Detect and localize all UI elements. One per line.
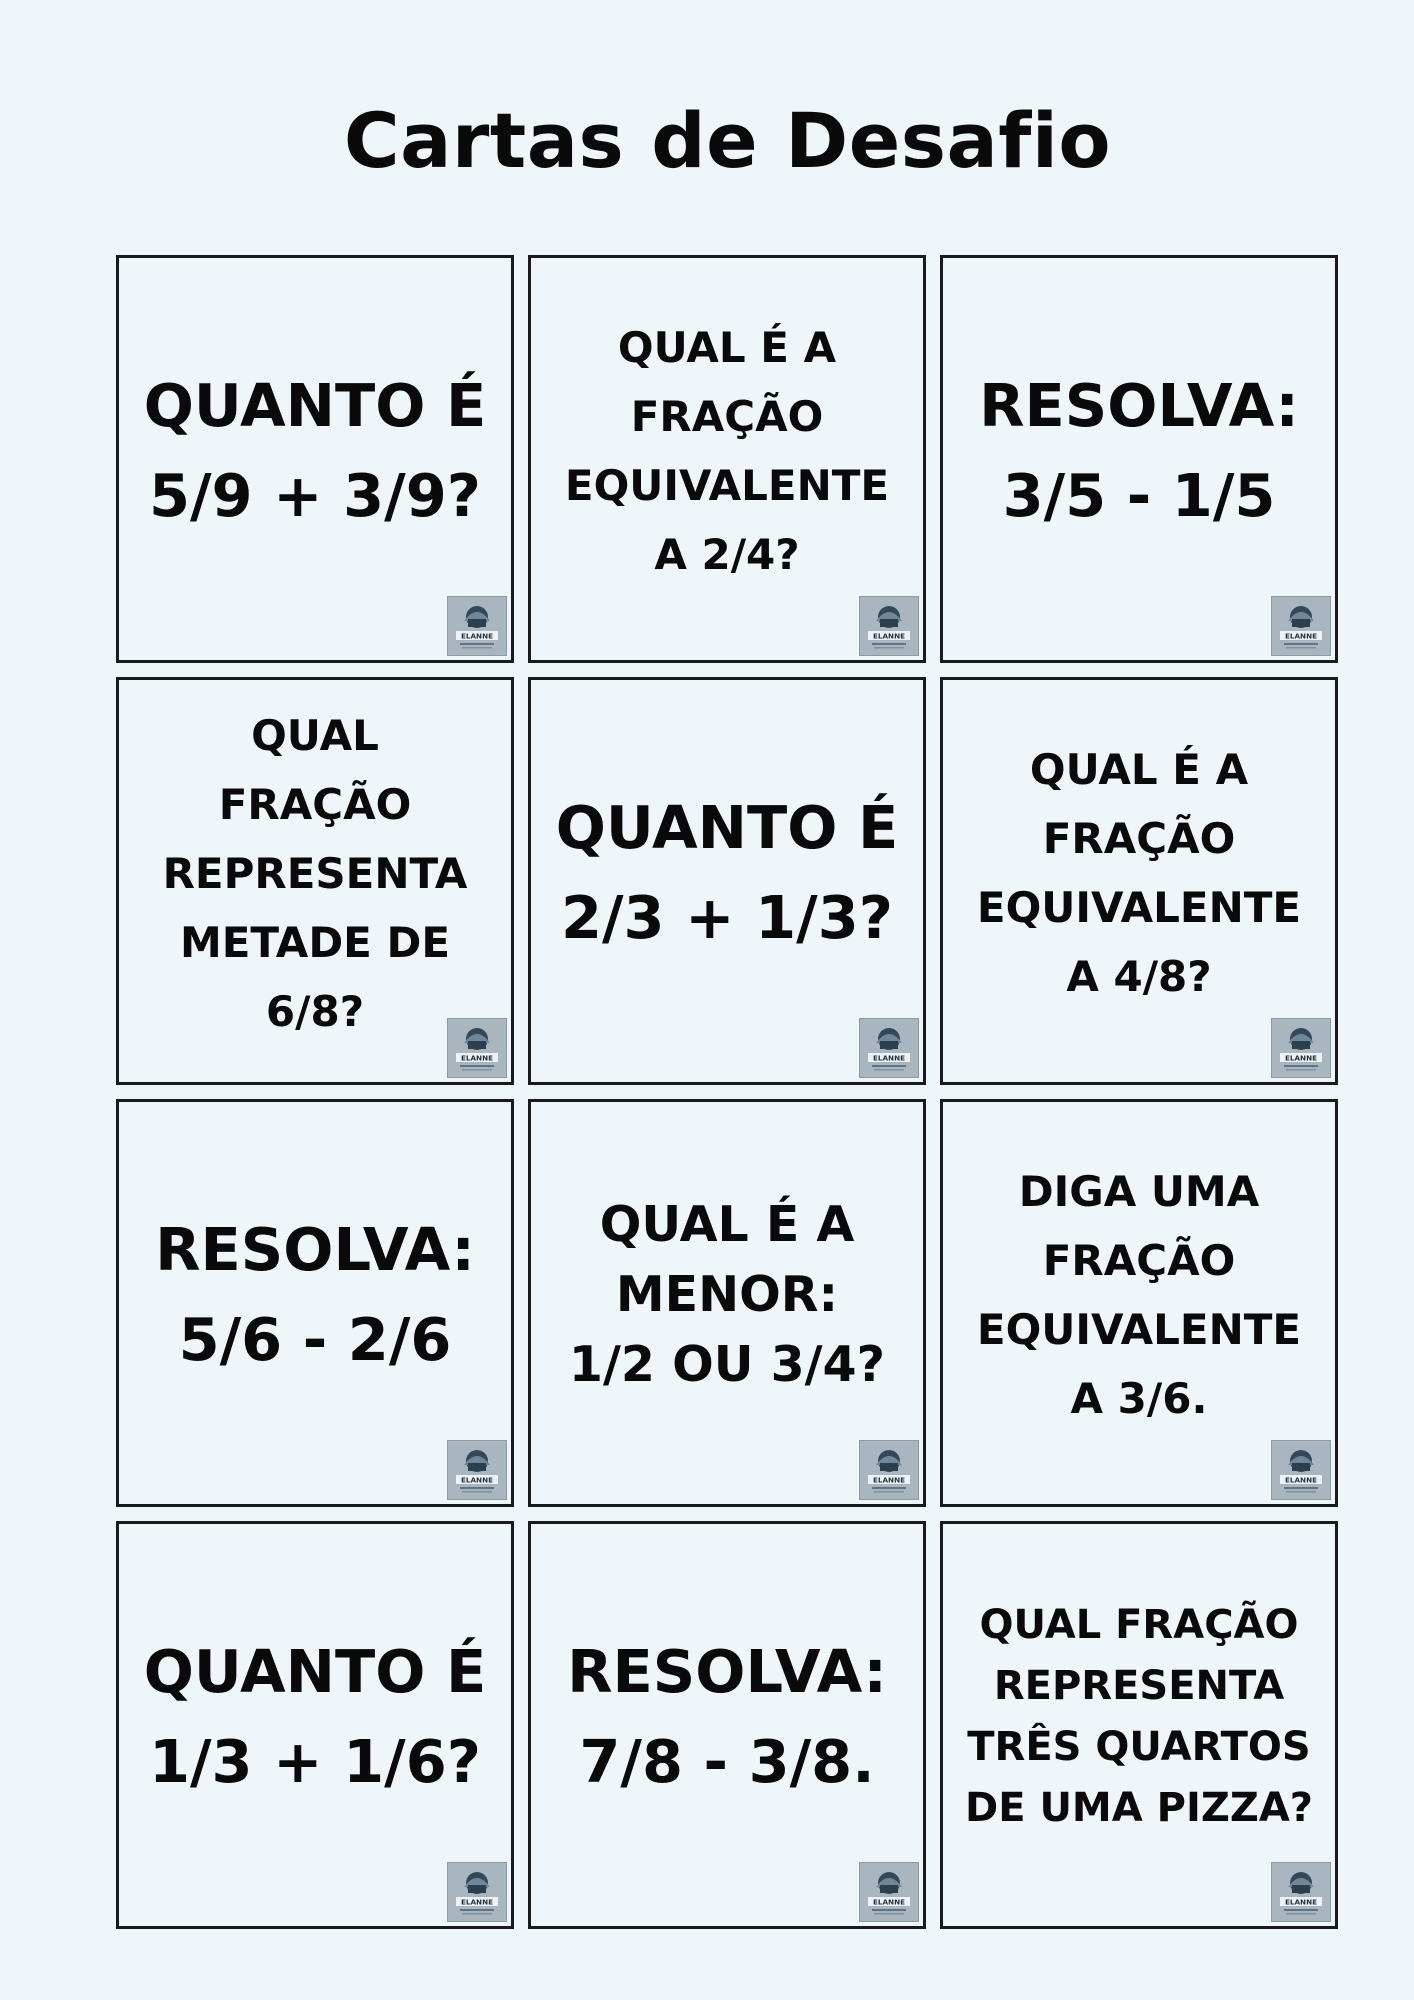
card-question: RESOLVA: 7/8 - 3/8.	[567, 1637, 887, 1796]
card-question: QUAL É A FRAÇÃO EQUIVALENTE A 4/8?	[976, 745, 1302, 1001]
challenge-card[interactable]	[940, 255, 1338, 663]
challenge-card[interactable]	[116, 255, 514, 663]
challenge-card[interactable]	[940, 1099, 1338, 1507]
challenge-card[interactable]	[116, 1099, 514, 1507]
card-question: QUANTO É 2/3 + 1/3?	[555, 793, 899, 952]
challenge-card[interactable]	[116, 677, 514, 1085]
card-question: QUAL É A FRAÇÃO EQUIVALENTE A 2/4?	[564, 323, 890, 579]
brand-logo-icon	[447, 1018, 507, 1078]
svg-text:ELANNE: ELANNE	[461, 631, 493, 641]
svg-text:ELANNE: ELANNE	[873, 631, 905, 641]
svg-text:ELANNE: ELANNE	[873, 1475, 905, 1485]
card-question: QUAL FRAÇÃO REPRESENTA METADE DE 6/8?	[162, 710, 468, 1036]
brand-logo-icon	[1271, 596, 1331, 656]
card-question: QUAL É A MENOR: 1/2 OU 3/4?	[568, 1196, 886, 1393]
brand-logo-icon	[447, 1862, 507, 1922]
challenge-card[interactable]	[528, 255, 926, 663]
challenge-card[interactable]	[116, 1521, 514, 1929]
card-question: RESOLVA: 3/5 - 1/5	[979, 371, 1299, 530]
brand-logo-icon	[447, 1440, 507, 1500]
svg-text:ELANNE: ELANNE	[461, 1897, 493, 1907]
svg-text:ELANNE: ELANNE	[1285, 1053, 1317, 1063]
brand-logo-icon	[859, 1862, 919, 1922]
challenge-card[interactable]	[940, 1521, 1338, 1929]
challenge-card-grid	[116, 255, 1338, 1929]
brand-logo-icon	[1271, 1018, 1331, 1078]
brand-logo-icon	[1271, 1862, 1331, 1922]
page-title: Cartas de Desafio	[343, 96, 1112, 185]
brand-logo-icon	[859, 1018, 919, 1078]
challenge-card[interactable]	[528, 1099, 926, 1507]
brand-logo-icon	[859, 596, 919, 656]
card-question: QUANTO É 5/9 + 3/9?	[143, 371, 487, 530]
card-question: QUANTO É 1/3 + 1/6?	[143, 1637, 487, 1796]
brand-logo-icon	[447, 596, 507, 656]
card-question: DIGA UMA FRAÇÃO EQUIVALENTE A 3/6.	[976, 1167, 1302, 1423]
svg-text:ELANNE: ELANNE	[461, 1053, 493, 1063]
svg-text:ELANNE: ELANNE	[1285, 1475, 1317, 1485]
challenge-card[interactable]	[528, 677, 926, 1085]
svg-text:ELANNE: ELANNE	[461, 1475, 493, 1485]
svg-text:ELANNE: ELANNE	[873, 1053, 905, 1063]
svg-text:ELANNE: ELANNE	[873, 1897, 905, 1907]
card-question: RESOLVA: 5/6 - 2/6	[155, 1215, 475, 1374]
challenge-card[interactable]	[528, 1521, 926, 1929]
challenge-card[interactable]	[940, 677, 1338, 1085]
brand-logo-icon	[859, 1440, 919, 1500]
brand-logo-icon	[1271, 1440, 1331, 1500]
card-question: QUAL FRAÇÃO REPRESENTA TRÊS QUARTOS DE UMA PIZZA?	[965, 1602, 1313, 1831]
svg-text:ELANNE: ELANNE	[1285, 631, 1317, 641]
svg-text:ELANNE: ELANNE	[1285, 1897, 1317, 1907]
